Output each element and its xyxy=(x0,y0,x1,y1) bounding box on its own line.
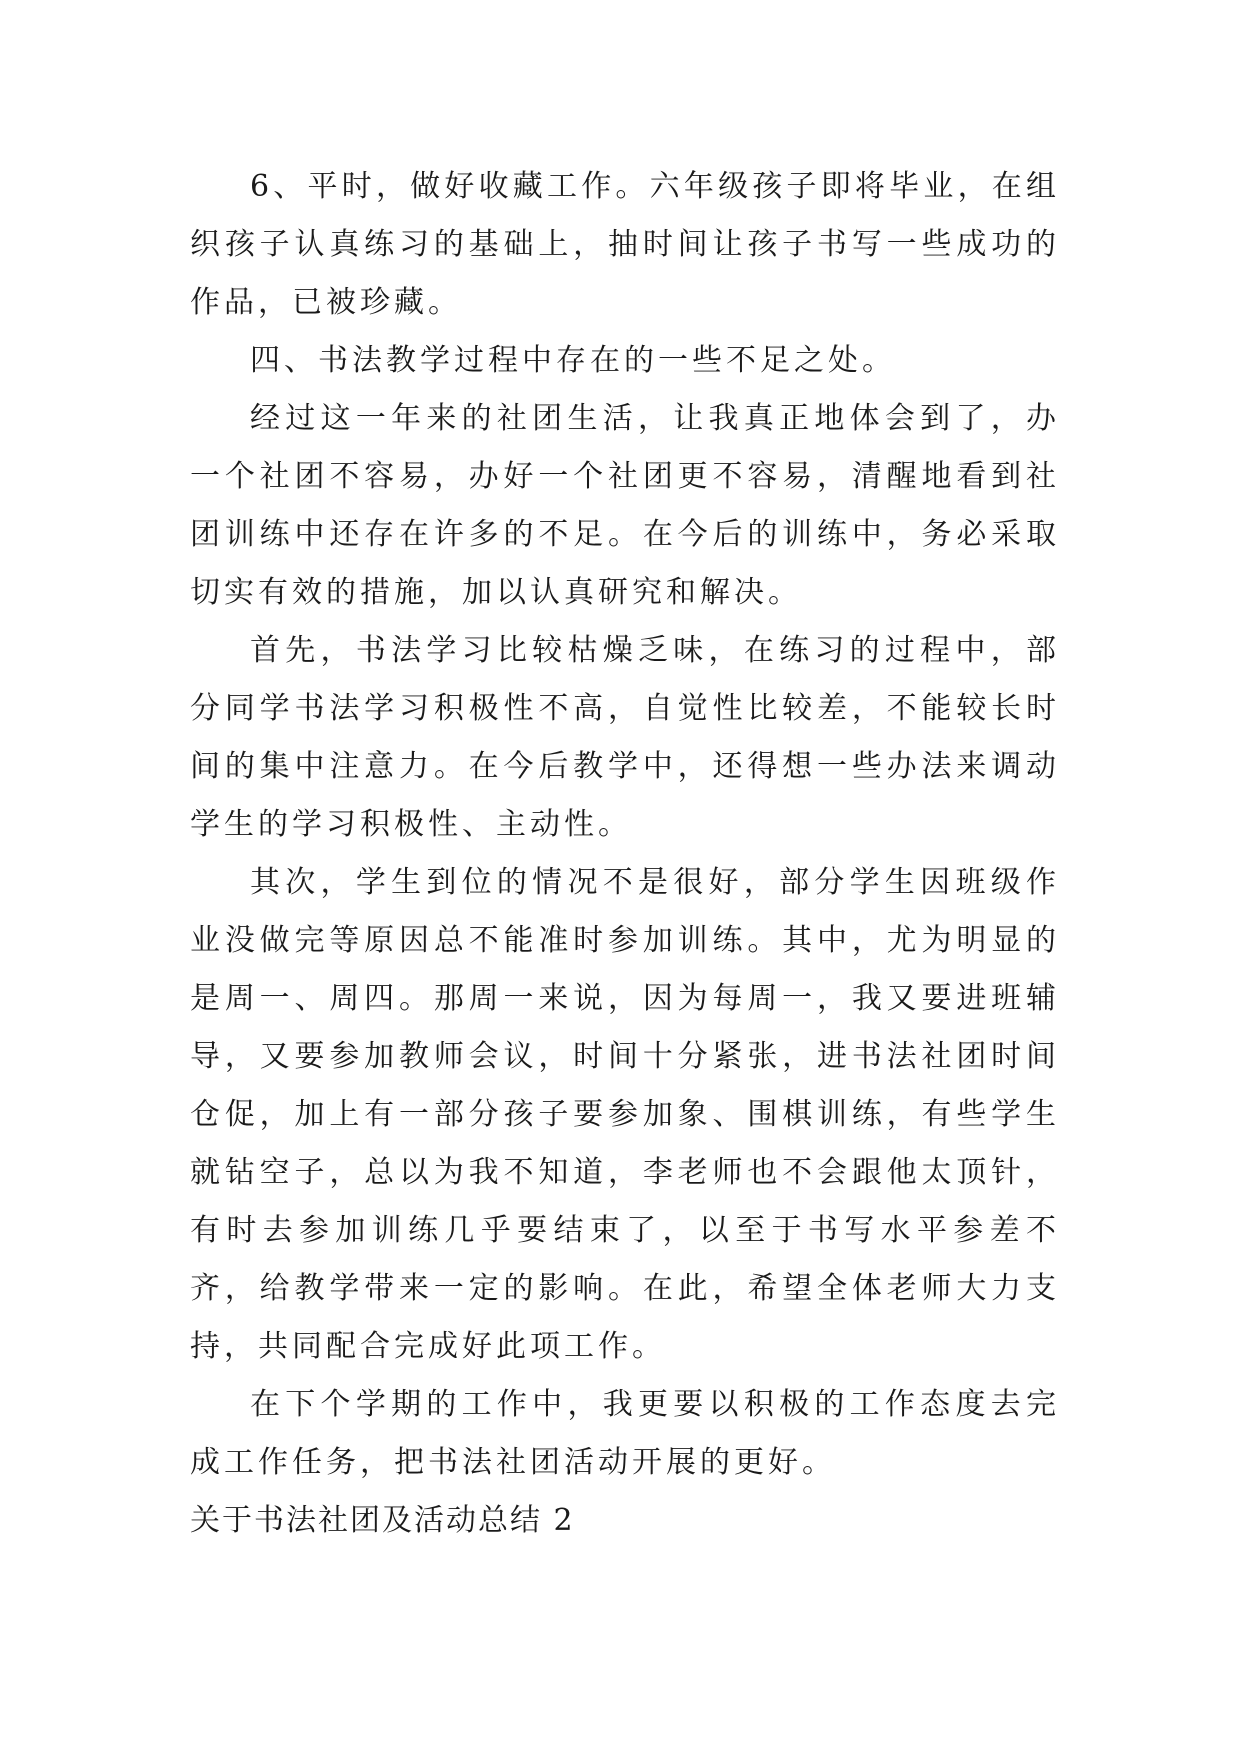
section-title: 关于书法社团及活动总结 2 xyxy=(190,1503,575,1538)
paragraph-section-four-heading: 四、书法教学过程中存在的一些不足之处。 xyxy=(250,343,896,378)
paragraph-next-semester: 在下个学期的工作中，我更要以积极的工作态度去完成工作任务，把书法社团活动开展的更好。 xyxy=(190,1387,1060,1480)
paragraph-first-issue: 首先，书法学习比较枯燥乏味，在练习的过程中，部分同学书法学习积极性不高，自觉性比较差，不能较长时间的集中注意力。在今后教学中，还得想一些办法来调动学生的学习积极性、主动性。 xyxy=(190,633,1060,842)
document-body xyxy=(190,158,1060,1550)
paragraph-second-issue: 其次，学生到位的情况不是很好，部分学生因班级作业没做完等原因总不能准时参加训练。其中，尤为明显的是周一、周四。那周一来说，因为每周一，我又要进班辅导，又要参加教师会议，时间十分紧张，进书法社团时间仓促，加上有一部分孩子要参加象、围棋训练，有些学生就钻空子，总以为我不知道，李老师也不会跟他太顶针，有时去参加训练几乎要结束了，以至于书写水平参差不齐，给教学带来一定的影响。在此，希望全体老师大力支持，共同配合完成好此项工作。 xyxy=(190,865,1060,1364)
paragraph-experience: 经过这一年来的社团生活，让我真正地体会到了，办一个社团不容易，办好一个社团更不容易，清醒地看到社团训练中还存在许多的不足。在今后的训练中，务必采取切实有效的措施，加以认真研究和解决。 xyxy=(190,401,1060,610)
paragraph-item-6-collection: 6、平时，做好收藏工作。六年级孩子即将毕业，在组织孩子认真练习的基础上，抽时间让孩子书写一些成功的作品，已被珍藏。 xyxy=(190,169,1060,320)
